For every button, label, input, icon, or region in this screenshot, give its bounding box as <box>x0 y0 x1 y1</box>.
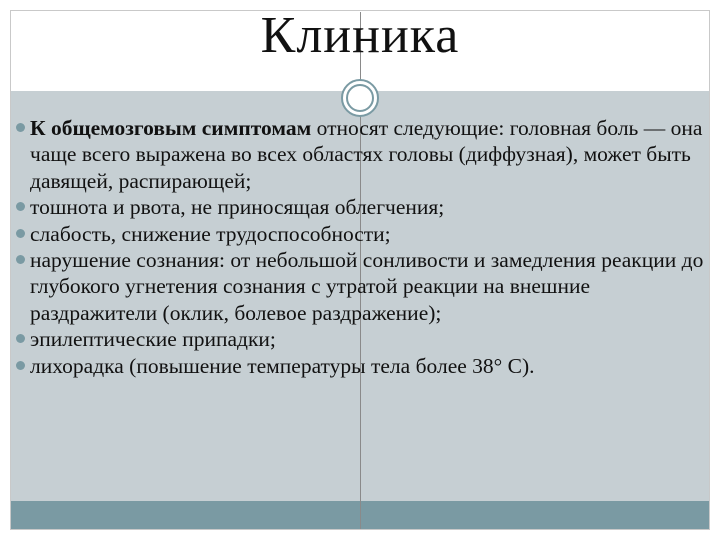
bullet-text: нарушение сознания: от небольшой сонливости и замедления реакции до глубокого угнетения сознания с утратой реакции на внешние раздражители (оклик, болевое раздражение); <box>30 248 704 325</box>
bullet-dot-icon <box>16 334 25 343</box>
bullet-dot-icon <box>16 255 25 264</box>
bullet-text: тошнота и рвота, не приносящая облегчения; <box>30 195 445 220</box>
bullet-text <box>30 115 706 194</box>
circle-ornament-icon <box>340 78 380 118</box>
list-item <box>16 247 706 326</box>
bullet-text: эпилептические припадки; <box>30 327 276 352</box>
bullet-dot-icon <box>16 229 25 238</box>
list-item <box>16 194 706 220</box>
list-item <box>16 326 706 352</box>
bullet-dot-icon <box>16 123 25 132</box>
list-item <box>16 221 706 247</box>
bullet-dot-icon <box>16 361 25 370</box>
bullet-dot-icon <box>16 202 25 211</box>
bullet-plain-text: относят следующие: головная боль — она чаще всего выражена во всех областях головы (диффузная), может быть давящей, распирающей; <box>30 116 703 193</box>
slide-title: Клиника <box>260 7 460 64</box>
bullet-text: лихорадка (повышение температуры тела более 38° С). <box>30 353 535 378</box>
list-item <box>16 115 706 194</box>
bullet-bold-text: К общемозговым симптомам <box>30 116 312 140</box>
bullet-list <box>16 115 706 379</box>
list-item <box>16 353 706 379</box>
bullet-text: слабость, снижение трудоспособности; <box>30 221 391 246</box>
